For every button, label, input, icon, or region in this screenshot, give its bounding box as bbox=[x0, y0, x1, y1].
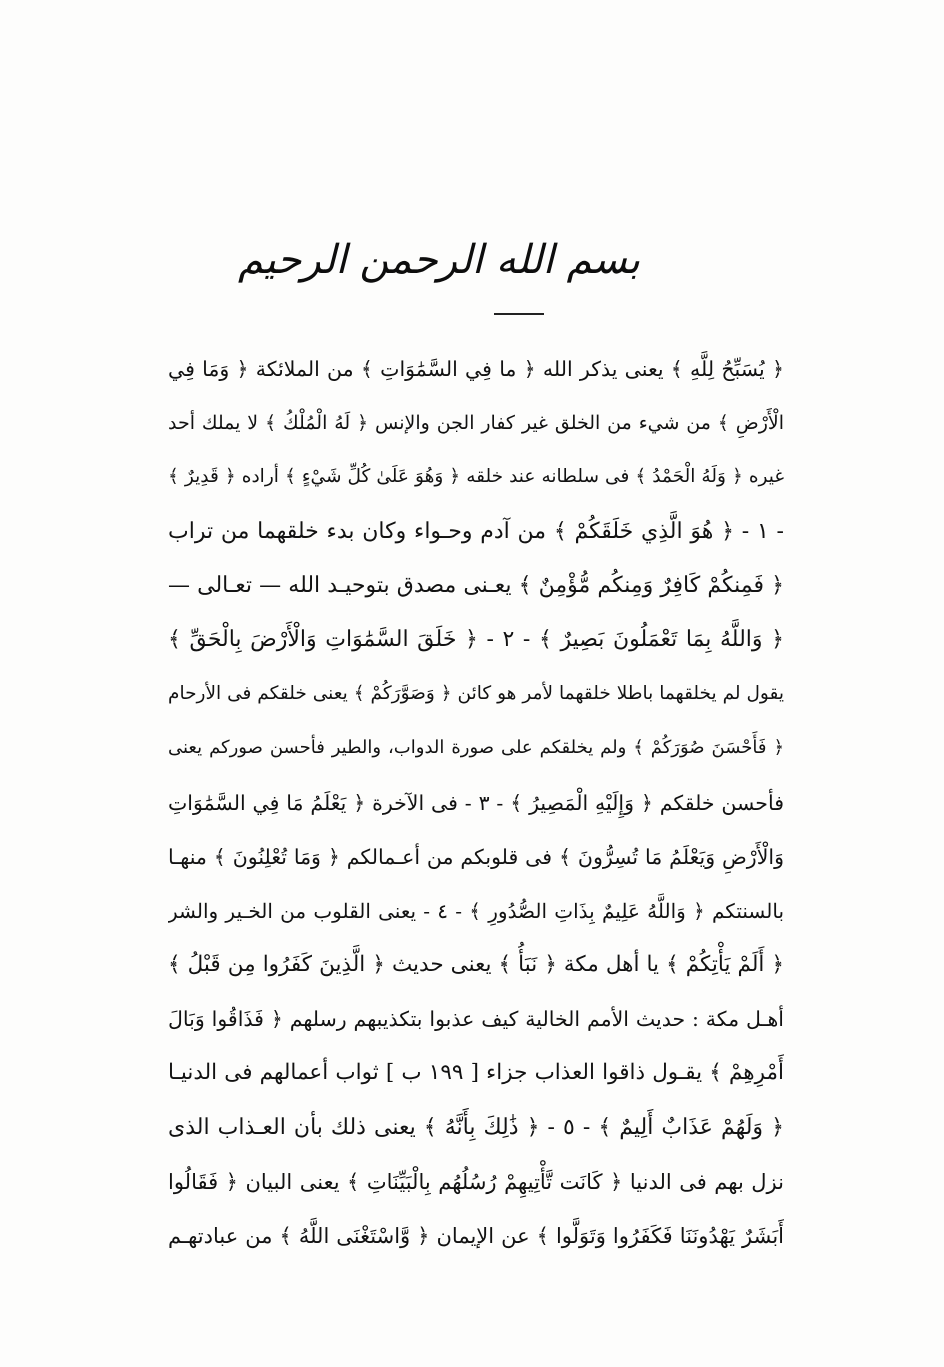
text-line: يقول لم يخلقهما باطلا خلقهما لأمر هو كائن ﴿ وَصَوَّرَكُمْ ﴾ يعنى خلقكم فى الأرحام bbox=[168, 683, 784, 705]
text-line: أهـل مكة : حديث الأمم الخالية كيف عذبوا بتكذيبهم رسلهم ﴿ فَذَاقُوا وَبَالَ bbox=[168, 1007, 784, 1032]
title-divider bbox=[494, 313, 544, 315]
text-line: أَبَشَرٌ يَهْدُونَنَا فَكَفَرُوا وَتَوَلَّوا ﴾ عن الإيمان ﴿ وَّاسْتَغْنَى اللَّهُ ﴾ من عبادتهـم bbox=[168, 1224, 784, 1248]
tafsir-text bbox=[168, 342, 784, 1263]
basmala-heading: بسم الله الرحمن الرحيم bbox=[237, 237, 640, 283]
text-line: - ١ - ﴿ هُوَ الَّذِي خَلَقَكُمْ ﴾ من آدم وحـواء وكان بدء خلقهما من تراب bbox=[168, 518, 784, 544]
text-line: أَمْرِهِمْ ﴾ يقـول ذاقوا العذاب جزاء [ ١٩٩ ب ] ثواب أعمالهم فى الدنيـا bbox=[168, 1060, 784, 1086]
text-line: ﴿ أَلَمْ يَأْتِكُمْ ﴾ يا أهل مكة ﴿ نَبَأُ ﴾ يعنى حديث ﴿ الَّذِينَ كَفَرُوا مِن قَبْلُ ﴾ bbox=[168, 952, 784, 978]
text-line: بالسنتكم ﴿ وَاللَّهُ عَلِيمٌ بِذَاتِ الصُّدُورِ ﴾ - ٤ - يعنى القلوب من الخـير والشر bbox=[168, 898, 784, 923]
text-line: نزل بهم فى الدنيا ﴿ كَانَت تَّأْتِيهِمْ رُسُلُهُم بِالْبَيِّنَاتِ ﴾ يعنى البيان ﴿ فَقَالُوا bbox=[168, 1169, 784, 1194]
text-line: ﴿ يُسَبِّحُ لِلَّهِ ﴾ يعنى يذكر الله ﴿ ما فِي السَّمَٰوَاتِ ﴾ من الملائكة ﴿ وَمَا فِي bbox=[168, 357, 784, 381]
text-line: الْأَرْضِ ﴾ من شيء من الخلق غير كفار الجن والإنس ﴿ لَهُ الْمُلْكُ ﴾ لا يملك أحد bbox=[168, 412, 784, 435]
text-line: ﴿ وَلَهُمْ عَذَابٌ أَلِيمٌ ﴾ - ٥ - ﴿ ذَٰلِكَ بِأَنَّهُ ﴾ يعنى ذلك بأن العـذاب الذى bbox=[168, 1114, 784, 1140]
text-line: غيره ﴿ وَلَهُ الْحَمْدُ ﴾ فى سلطانه عند خلقه ﴿ وَهُوَ عَلَىٰ كُلِّ شَيْءٍ ﴾ أراده ﴿ قَدِيرٌ ﴾ bbox=[168, 466, 784, 488]
text-line: ﴿ فَأَحْسَنَ صُوَرَكُمْ ﴾ ولم يخلقكم على صورة الدواب، والطير فأحسن صوركم يعنى bbox=[168, 737, 784, 759]
text-line: فأحسن خلقكم ﴿ وَإِلَيْهِ الْمَصِيرُ ﴾ - ٣ - فى الآخرة ﴿ يَعْلَمُ مَا فِي السَّمَٰوَاتِ bbox=[168, 790, 784, 815]
text-line: ﴿ فَمِنكُمْ كَافِرٌ وَمِنكُم مُّؤْمِنٌ ﴾ يعـنى مصدق بتوحيـد الله — تعـالى — bbox=[168, 572, 784, 598]
text-line: ﴿ وَاللَّهُ بِمَا تَعْمَلُونَ بَصِيرٌ ﴾ - ٢ - ﴿ خَلَقَ السَّمَٰوَاتِ وَالْأَرْضَ بِالْحَقِّ ﴾ bbox=[168, 626, 784, 652]
text-line: وَالْأَرْضِ وَيَعْلَمُ مَا تُسِرُّونَ ﴾ فى قلوبكم من أعـمالكم ﴿ وَمَا تُعْلِنُونَ ﴾ منهـا bbox=[168, 844, 784, 869]
